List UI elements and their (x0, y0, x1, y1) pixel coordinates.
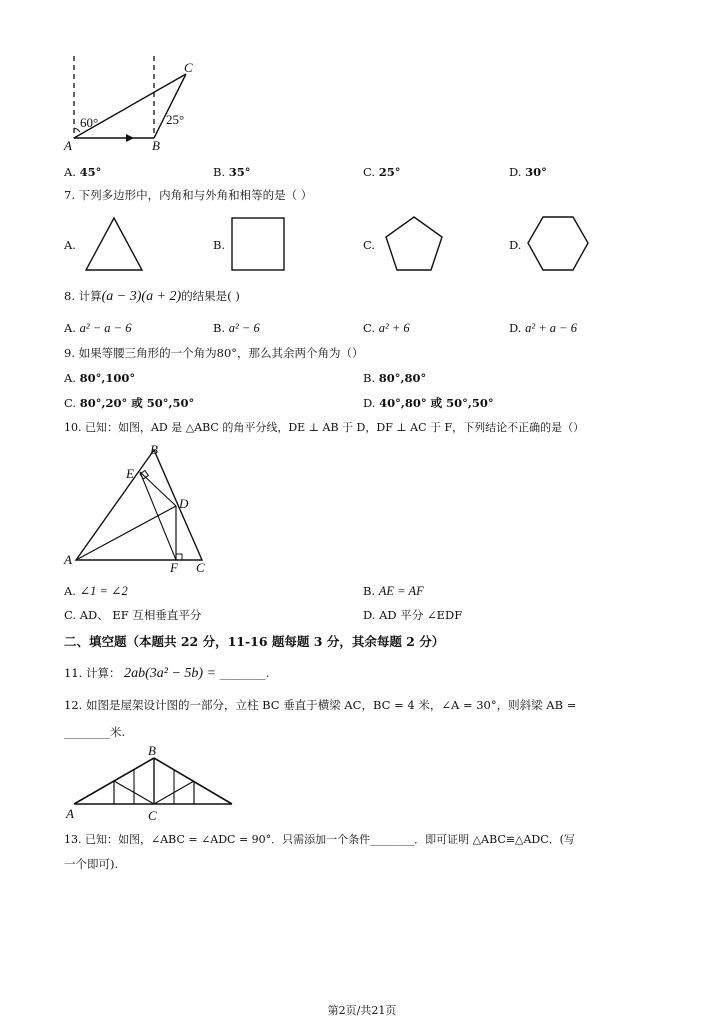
q12-line1: 12. 如图是屋架设计图的一部分，立柱 BC 垂直于横梁 AC，BC = 4 米，∠A = 30°，则斜梁 AB = (64, 698, 577, 712)
label-c: C (196, 560, 205, 574)
q10-option-b[interactable]: B. AE = AF (363, 584, 424, 598)
q7-option-d-letter[interactable]: D. (509, 238, 522, 252)
q6-option-d[interactable]: D. 30° (509, 165, 547, 179)
q9-option-d[interactable]: D. 40°,80° 或 50°,50° (363, 396, 494, 410)
segment-ad (76, 506, 176, 560)
q6-option-c[interactable]: C. 25° (363, 165, 401, 179)
q9-option-c[interactable]: C. 80°,20° 或 50°,50° (64, 396, 195, 410)
angle-label-25: 25° (166, 112, 185, 127)
q10-figure (62, 444, 222, 574)
hexagon-shape (525, 214, 591, 274)
q13-line2: 一个即可). (64, 857, 119, 871)
q8-stem: 8. 计算(a − 3)(a + 2)的结果是( ) (64, 289, 240, 304)
label-a: A (64, 552, 72, 567)
q11-stem: 11. 计算： 2ab(3a² − 5b) = ________. (64, 666, 270, 681)
q9-stem: 9. 如果等腰三角形的一个角为80°，那么其余两个角为（） (64, 346, 364, 360)
q6-figure (60, 52, 210, 152)
segment-ef (140, 472, 176, 560)
section-2-title: 二、填空题（本题共 22 分，11-16 题每题 3 分，其余每题 2 分） (64, 634, 445, 649)
q6-option-a[interactable]: A. 45° (64, 165, 102, 179)
q12-truss-figure (62, 742, 238, 822)
q10-option-a[interactable]: A. ∠1 = ∠2 (64, 584, 128, 598)
q7-stem: 7. 下列多边形中，内角和与外角和相等的是（ ） (64, 188, 313, 202)
q13-line1: 13. 已知：如图，∠ABC = ∠ADC = 90°．只需添加一个条件________．即可证明 △ABC≌△ADC．(写 (64, 833, 575, 846)
label-b: B (152, 138, 160, 152)
q6-option-b[interactable]: B. 35° (213, 165, 251, 179)
q7-option-c-letter[interactable]: C. (363, 238, 376, 252)
label-b: B (150, 444, 158, 457)
q11-answer-blank[interactable]: ________. (219, 666, 270, 680)
q8-option-d[interactable]: D. a² + a − 6 (509, 321, 577, 335)
angle-label-60: 60° (80, 115, 99, 130)
q8-option-c[interactable]: C. a² + 6 (363, 321, 410, 335)
q7-option-a-letter[interactable]: A. (64, 238, 76, 252)
page-footer: 第2页/共21页 (327, 1004, 397, 1017)
triangle-shape (82, 214, 146, 274)
label-d: D (179, 496, 189, 511)
pentagon-shape (383, 214, 445, 274)
label-e: E (126, 466, 134, 481)
label-a: A (64, 138, 72, 152)
q8-option-a[interactable]: A. a² − a − 6 (64, 321, 132, 335)
q10-option-d[interactable]: D. AD 平分 ∠EDF (363, 608, 463, 622)
square-shape (229, 215, 287, 273)
q8-option-b[interactable]: B. a² − 6 (213, 321, 260, 335)
q9-option-b[interactable]: B. 80°,80° (363, 371, 427, 385)
q7-option-b-letter[interactable]: B. (213, 238, 226, 252)
arrow-head-icon (126, 134, 134, 142)
label-c: C (184, 60, 193, 75)
q10-option-c[interactable]: C. AD、 EF 互相垂直平分 (64, 608, 202, 622)
label-b: B (148, 743, 156, 758)
label-f: F (170, 560, 178, 574)
label-a: A (66, 806, 74, 821)
label-c: C (148, 808, 157, 822)
q10-stem: 10. 已知：如图，AD 是 △ABC 的角平分线，DE ⊥ AB 于 D，DF ⊥ AC 于 F，下列结论不正确的是（） (64, 421, 585, 434)
q9-option-a[interactable]: A. 80°,100° (64, 371, 136, 385)
q12-line2[interactable]: ________米. (64, 725, 126, 739)
